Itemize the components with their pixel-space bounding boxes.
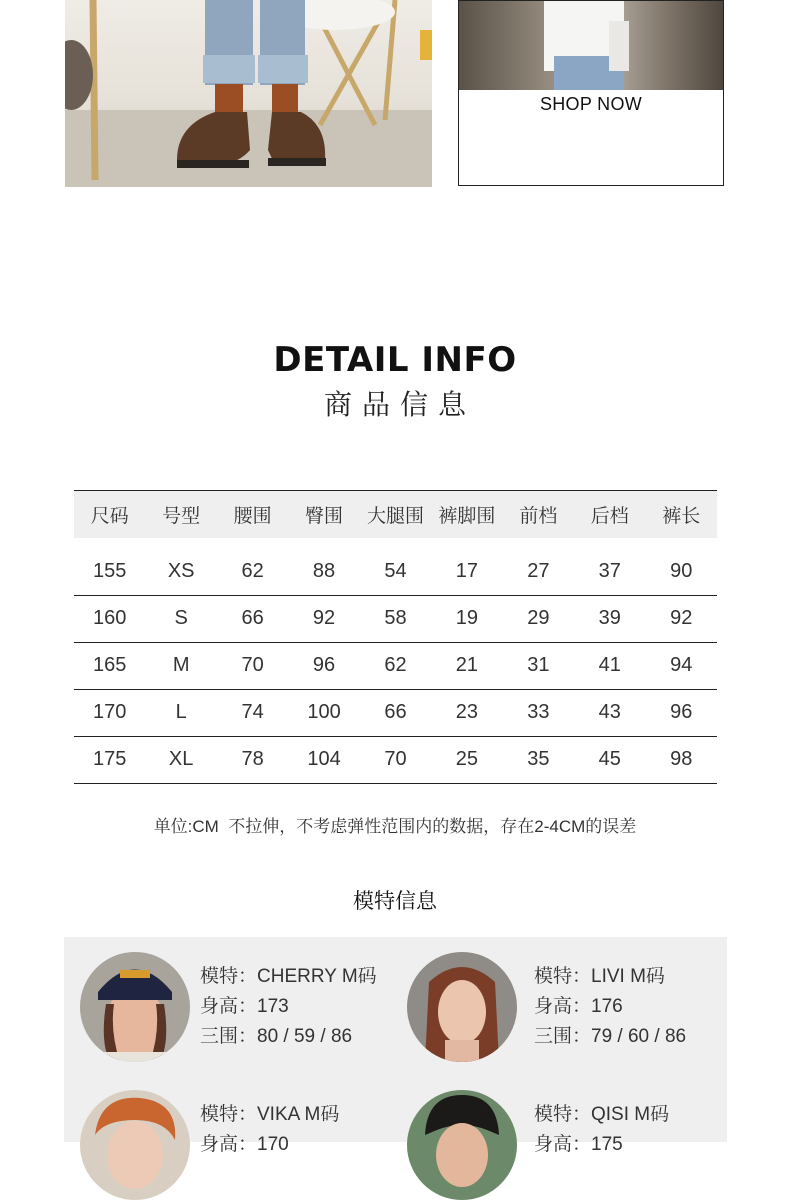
table-cell: 70	[217, 642, 288, 689]
model-avatar	[80, 1090, 190, 1200]
section-title-cn: 商品信息	[323, 389, 476, 420]
table-cell: 92	[646, 595, 718, 642]
table-cell: 62	[360, 642, 431, 689]
model-height: 身高：175	[534, 1134, 623, 1155]
table-cell: 35	[503, 736, 574, 783]
model-info	[534, 1100, 669, 1160]
table-cell: 88	[288, 538, 359, 595]
model-avatar	[407, 1090, 517, 1200]
table-cell: 17	[431, 538, 502, 595]
model-info	[534, 962, 686, 1052]
size-note: 单位:CM 不拉伸，不考虑弹性范围内的数据，存在2-4CM的误差	[153, 817, 637, 836]
product-photo-left	[65, 0, 432, 187]
table-cell: 170	[74, 689, 145, 736]
table-cell: XL	[145, 736, 216, 783]
model-name: 模特：QISI M码	[534, 1104, 670, 1125]
model-height: 身高：173	[200, 996, 289, 1017]
header-cell: 腰围	[217, 491, 288, 539]
size-table	[74, 490, 717, 784]
model-height: 身高：170	[200, 1134, 289, 1155]
model-measurements: 三围：79 / 60 / 86	[534, 1026, 687, 1047]
header-cell: 号型	[145, 491, 216, 539]
model-name: 模特：CHERRY M码	[200, 966, 377, 987]
table-row	[74, 595, 717, 642]
table-cell: 37	[574, 538, 645, 595]
table-cell: M	[145, 642, 216, 689]
size-table-header-row	[74, 491, 717, 539]
model-name: 模特：LIVI M码	[534, 966, 665, 987]
model-info	[200, 1100, 339, 1160]
table-cell: 92	[288, 595, 359, 642]
table-cell: 31	[503, 642, 574, 689]
model-avatar	[80, 952, 190, 1062]
table-cell: 70	[360, 736, 431, 783]
table-cell: 165	[74, 642, 145, 689]
table-row	[74, 538, 717, 595]
table-cell: 27	[503, 538, 574, 595]
model-height: 身高：176	[534, 996, 623, 1017]
header-cell: 尺码	[74, 491, 145, 539]
product-card-right[interactable]	[458, 0, 724, 186]
table-row	[74, 736, 717, 783]
table-cell: 160	[74, 595, 145, 642]
table-cell: 175	[74, 736, 145, 783]
table-cell: 155	[74, 538, 145, 595]
table-cell: 66	[360, 689, 431, 736]
table-cell: 58	[360, 595, 431, 642]
header-cell: 裤脚围	[431, 491, 502, 539]
table-cell: 104	[288, 736, 359, 783]
table-cell: 54	[360, 538, 431, 595]
header-cell: 后档	[574, 491, 645, 539]
table-cell: 23	[431, 689, 502, 736]
header-cell: 大腿围	[360, 491, 431, 539]
table-cell: 90	[646, 538, 718, 595]
model-measurements: 三围：80 / 59 / 86	[200, 1026, 353, 1047]
table-cell: 100	[288, 689, 359, 736]
table-cell: 74	[217, 689, 288, 736]
table-row	[74, 689, 717, 736]
table-cell: 25	[431, 736, 502, 783]
table-cell: 45	[574, 736, 645, 783]
table-cell: 96	[288, 642, 359, 689]
table-cell: 62	[217, 538, 288, 595]
model-info-panel	[64, 937, 727, 1155]
product-photo-right	[459, 1, 723, 90]
table-cell: 66	[217, 595, 288, 642]
table-cell: 41	[574, 642, 645, 689]
header-cell: 裤长	[646, 491, 718, 539]
table-cell: 39	[574, 595, 645, 642]
table-row	[74, 642, 717, 689]
model-info	[200, 962, 377, 1052]
table-cell: XS	[145, 538, 216, 595]
table-cell: S	[145, 595, 216, 642]
table-cell: 43	[574, 689, 645, 736]
table-cell: 98	[646, 736, 718, 783]
header-cell: 前档	[503, 491, 574, 539]
header-cell: 臀围	[288, 491, 359, 539]
table-cell: 96	[646, 689, 718, 736]
table-cell: 19	[431, 595, 502, 642]
section-title-en: DETAIL INFO	[273, 340, 517, 380]
table-cell: 33	[503, 689, 574, 736]
table-cell: L	[145, 689, 216, 736]
table-cell: 78	[217, 736, 288, 783]
model-name: 模特：VIKA M码	[200, 1104, 340, 1125]
table-cell: 29	[503, 595, 574, 642]
table-cell: 21	[431, 642, 502, 689]
shop-now-button[interactable]: SHOP NOW	[539, 94, 643, 114]
model-section-title: 模特信息	[353, 890, 437, 913]
table-cell: 94	[646, 642, 718, 689]
model-avatar	[407, 952, 517, 1062]
